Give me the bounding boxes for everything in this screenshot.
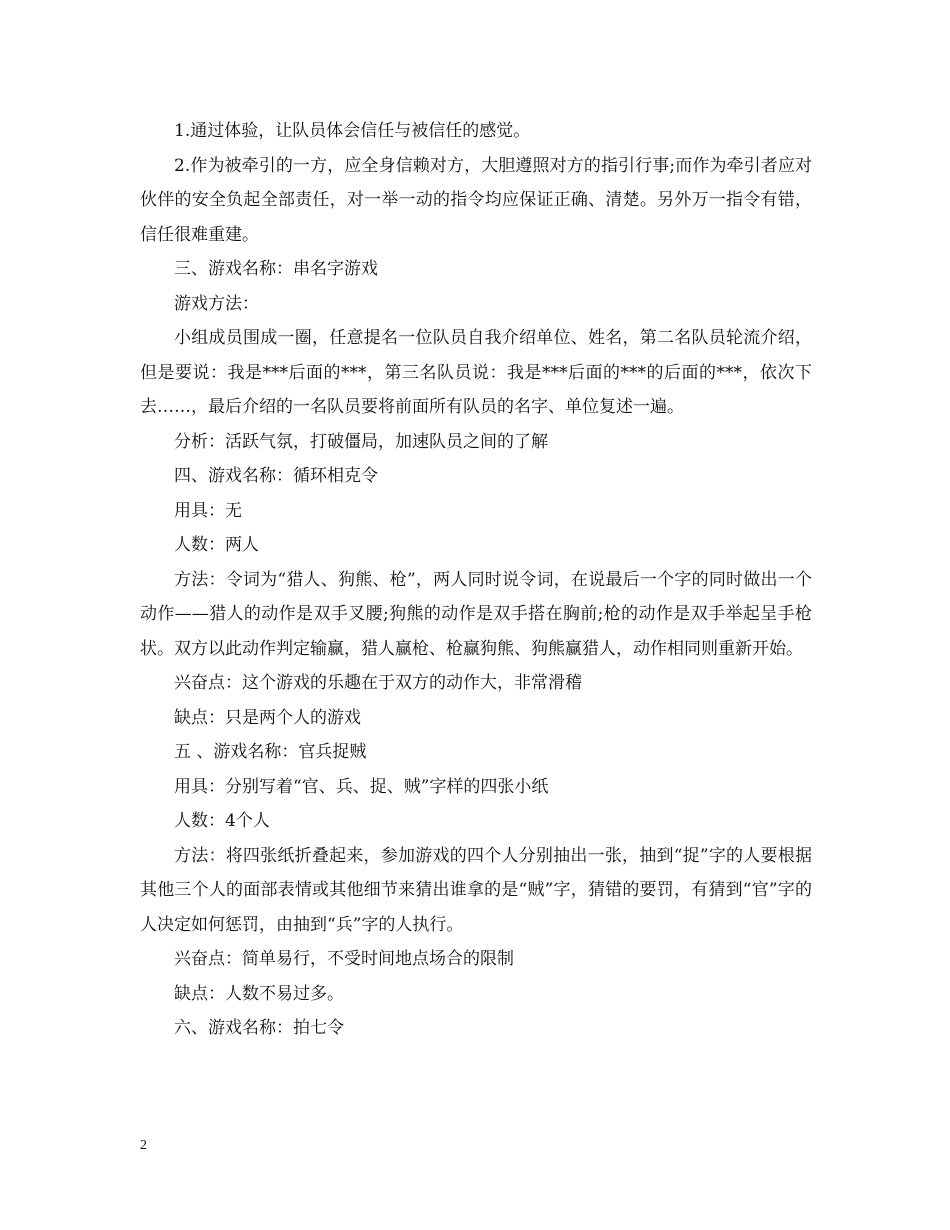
paragraph: 方法：令词为“猎人、狗熊、枪”，两人同时说令词，在说最后一个字的同时做出一个动作——猎人的动作是双手叉腰;狗熊的动作是双手搭在胸前;枪的动作是双手举起呈手枪状。双方以此动作判定输赢，猎人赢枪、枪赢狗熊、狗熊赢猎人，动作相同则重新开始。 (140, 569, 812, 659)
section-heading: 六、游戏名称：拍七令 (174, 1018, 344, 1038)
document-body (140, 114, 812, 1046)
page-number: 2 (140, 1138, 147, 1153)
section-heading: 三、游戏名称：串名字游戏 (174, 259, 378, 279)
paragraph: 分析：活跃气氛，打破僵局，加速队员之间的了解 (174, 431, 548, 452)
paragraph: 兴奋点：简单易行，不受时间地点场合的限制 (174, 949, 514, 969)
paragraph: 方法：将四张纸折叠起来，参加游戏的四个人分别抽出一张，抽到“捉”字的人要根据其他三个人的面部表情或其他细节来猜出谁拿的是“贼”字，猜错的要罚，有猜到“官”字的人决定如何惩罚，由抽到“兵”字的人执行。 (140, 845, 812, 935)
paragraph: 人数：4个人 (174, 811, 270, 831)
section-heading: 五 、游戏名称：官兵捉贼 (174, 742, 367, 762)
paragraph: 缺点：人数不易过多。 (174, 983, 344, 1004)
paragraph: 小组成员围成一圈，任意提名一位队员自我介绍单位、姓名，第二名队员轮流介绍，但是要说：我是***后面的***，第三名队员说：我是***后面的***的后面的***，依次下去……，最后介绍的一名队员要将前面所有队员的名字、单位复述一遍。 (140, 328, 812, 417)
paragraph: 1.通过体验，让队员体会信任与被信任的感觉。 (174, 121, 531, 141)
paragraph: 用具：分别写着“官、兵、捉、贼”字样的四张小纸 (174, 776, 549, 797)
paragraph: 人数：两人 (174, 535, 259, 555)
paragraph: 缺点：只是两个人的游戏 (174, 707, 361, 728)
paragraph: 兴奋点：这个游戏的乐趣在于双方的动作大，非常滑稽 (174, 673, 582, 693)
paragraph: 2.作为被牵引的一方，应全身信赖对方，大胆遵照对方的指引行事;而作为牵引者应对伙伴的安全负起全部责任，对一举一动的指令均应保证正确、清楚。另外万一指令有错，信任很难重建。 (140, 155, 812, 245)
section-heading: 四、游戏名称：循环相克令 (174, 466, 378, 486)
paragraph: 用具：无 (174, 500, 242, 521)
paragraph: 游戏方法： (174, 293, 259, 314)
